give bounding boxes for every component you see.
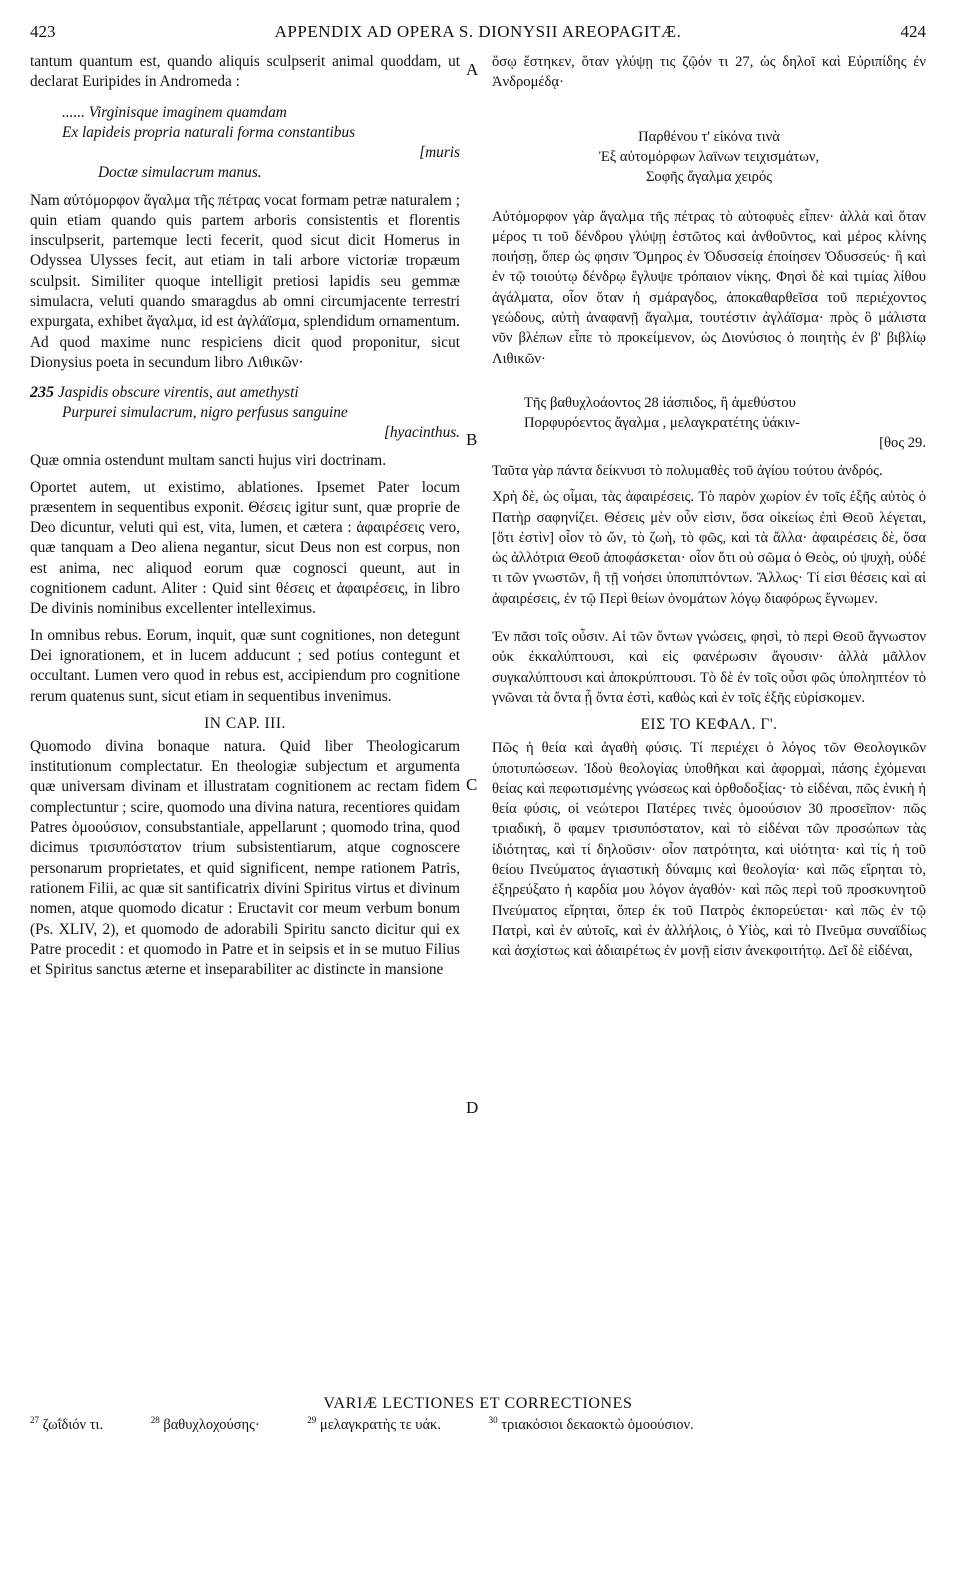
verse-line: ...... Virginisque imaginem quamdam	[62, 103, 287, 121]
page-number-left: 423	[30, 22, 56, 41]
latin-verse-2	[30, 383, 460, 443]
greek-paragraph-3: Ταῦτα γὰρ πάντα δείκνυσι τὸ πολυμαθὲς τοῦ ἁγίου τούτου ἀνδρός.	[492, 462, 883, 479]
latin-verse-1	[30, 103, 460, 183]
greek-chapter-heading: ΕΙΣ ΤΟ ΚΕΦΑΛ. Γ'.	[640, 716, 778, 734]
verse-line: [muris	[419, 143, 460, 161]
verse-line: Τῆς βαθυχλοάοντος 28 ἰάσπιδος, ἢ ἀμεθύστου	[524, 394, 796, 411]
margin-letter-b: B	[466, 430, 478, 449]
variae-title: VARIÆ LECTIONES ET CORRECTIONES	[323, 1395, 633, 1412]
greek-paragraph-5: Ἐν πᾶσι τοῖς οὖσιν. Αἱ τῶν ὄντων γνώσεις, φησὶ, τὸ περὶ Θεοῦ ἄγνωστον οὐκ ἐκκαλύπτουσι, καὶ εἰς φανέρωσιν ἄγουσιν· ἀλλὰ μᾶλλον συγκαλύπτουσι καὶ ἀποκρύπτουσι. Τὸ δὲ ἐν τοῖς οὖσι φῶς ὑποληπτέον τὸ γνῶναι τὰ ὄντα ᾗ ὄντα ἐστὶ, καθὼς καὶ ἐν τοῖς ἑξῆς εὑρίσκομεν.	[492, 629, 926, 706]
latin-paragraph-4: Oportet autem, ut existimo, ablationes. Ipsemet Pater locum præsentem in sequentibus exponit. Θέσεις igitur sunt, quæ proprie de Deo dicuntur, veluti qui est, vita, lumen, et cætera : ἀφαιρέσεις vero, quæ tanquam a Deo aliena negantur, sicut Deus non est corpus, non est anima, nec aliquod eorum quæ cognosci queunt, aut in cognitionem cadunt. Aliter : Quid sint θέσεις et ἀφαιρέσεις, in libro De divinis nominibus excellenter intelleximus.	[30, 478, 460, 618]
verse-line: [θος 29.	[879, 434, 926, 451]
greek-paragraph-6: Πῶς ἡ θεία καὶ ἀγαθὴ φύσις. Τί περιέχει ὁ λόγος τῶν Θεολογικῶν ὑποτυπώσεων. Ἰδοὺ θεολογίας ὑποθῆκαι καὶ ἀφορμαὶ, πάσης ἐχόμεναι θείας καὶ πεφωτισμένης γνώσεως καὶ ὀρθοδοξίας· τὸ εἰδέναι, πῶς ἑνικὴ ἡ θεία φύσις, οἱ νεώτεροι Πατέρες τινὲς ὁμοούσιον 30 προσεῖπον· πῶς τριαδικὴ, ὃ φαμεν τρισυπόστατον, καὶ τὸ εἰδέναι τῶν προσώπων τὰς ἰδιότητας, καὶ τί δηλοῦσιν· οἷον πατρότητα, καὶ υἱότητα· καὶ τίς ἡ τοῦ θείου Πνεύματος ἁγιαστικὴ δύναμις καὶ θεολογία· καὶ πῶς εἴρηται τὸ, ἐξηρεύξατο ἡ καρδία μου λόγον ἀγαθόν· καὶ πῶς περὶ τοῦ προσκυνητοῦ Πνεύματος εἴρηται, ὅπερ ἐκ τοῦ Πατρὸς ἐκπορεύεται· καὶ πῶς ἐν τῷ Πατρὶ, καὶ ἐν αὐτοῖς, καὶ ἐν ἀλλήλοις, ὁ Υἱὸς, καὶ τὸ Πνεῦμα συναϊδίως καὶ ἀσχίστως καὶ ἀδιαιρέτως ἐν μονῇ εἰσιν ἀνεκφοιτήτῳ. Δεῖ δὲ εἰδέναι,	[492, 740, 926, 960]
greek-paragraph-4: Χρὴ δὲ, ὡς οἶμαι, τὰς ἀφαιρέσεις. Τὸ παρὸν χωρίον ἐν τοῖς ἑξῆς αὐτὸς ὁ Πατὴρ σαφηνίζει. Θέσεις μὲν οὖν εἰσιν, ὅσα οἰκείως ἐπὶ Θεοῦ λέγεται, [ὅτι ἐστὶν] οἷον τὸ ὤν, τὸ ζωὴ, τὸ φῶς, καὶ τὰ ἄλλα· ἀφαιρέσεις δὲ, ὅσα ὡς ἀλλότρια Θεοῦ ἀποφάσκεται· οἷον ὅτι οὐ σῶμα ὁ Θεὸς, οὐ ψυχὴ, οὐδέ τι τῶν γνωστῶν, ἢ τῇ νοήσει ὑποπιπτόντων. Ἄλλως· Τί εἰσι θέσεις καὶ αἱ ἀφαιρέσεις, ἐν τῷ Περὶ θείων ὀνομάτων λόγῳ διαφόρως ἔγνωμεν.	[492, 489, 926, 607]
page-header	[30, 22, 926, 44]
verse-line: Ἐξ αὐτομόρφων λαϊνων τειχισμάτων,	[598, 148, 820, 165]
running-title: APPENDIX AD OPERA S. DIONYSII AREOPAGITÆ.	[274, 22, 682, 41]
margin-letter-a: A	[466, 60, 479, 79]
margin-letter-c: C	[466, 775, 478, 794]
greek-verse-1	[492, 127, 926, 187]
verse-line: Jaspidis obscure virentis, aut amethysti	[58, 384, 299, 402]
latin-paragraph-1: tantum quantum est, quando aliquis sculpserit animal quoddam, ut declarat Euripides in Andromeda :	[30, 53, 460, 91]
latin-paragraph-5: In omnibus rebus. Eorum, inquit, quæ sunt cognitiones, non detegunt Dei ignorationem, et in lucem adducunt ; sed potius contegunt et occultant. Lumen vero quod in rebus est, accipiendum pro cognitione rerum quatenus sunt, sicut etiam in sequentibus invenimus.	[30, 626, 460, 705]
greek-paragraph-2: Αὐτόμορφον γὰρ ἄγαλμα τῆς πέτρας τὸ αὐτοφυὲς εἶπεν· ἀλλὰ καὶ ὅταν μέρος τι τοῦ δένδρου γλύψῃ ἑστῶτος καὶ ἀνθοῦντος, καὶ μέρος κλίνης ποιήσῃ, ὅπερ ὡς φησιν Ὅμηρος ἐν Ὀδυσσείᾳ ἐποίησεν Ὀδυσσεύς· ἢ καὶ ἐν τῷ τοιούτῳ δένδρῳ ἔγλυψε τρόπαιον νίκης. Φησὶ δὲ καὶ τιμίας λίθου ἀγάλματα, οἷον ὅταν ἡ σμάραγδος, ἀποκαθαρθεῖσα τοῦ περιέχοντος γεώδους, αὐτὴ ἀναφανῇ ἄγαλμα, τουτέστιν ἀγλάϊσμα· πρὸς ὃ μάλιστα νῦν βλέπων εἶπε τὸ προκείμενον, ὡς Διονύσιος ὁ ποιητὴς ἐν β' βιβλίῳ Λιθικῶν·	[492, 208, 926, 367]
latin-paragraph-6: Quomodo divina bonaque natura. Quid liber Theologicarum institutionum complectatur. En theologiæ subjectum et argumenta quæ universam divinam et illustratam cognitionem ac rectam fidem complectuntur ; scire, quomodo una divina natura, recentiores quidam Patres ὁμοούσιον, consubstantiale, appellarunt ; quomodo trina, quod dicimus τρισυπόστατον trium subsistentiarum, atque cognoscere personarum proprietates, et quid significent, nempe rationem Patris, rationem Filii, ac quæ sit santificatrix divini Spiritus virtus et divinum nomen, atque quomodo dicatur : Eructavit cor meum verbum bonum (Ps. XLIV, 2), et quomodo de adorabili Spiritu sancto dicitur qui ex Patre procedit : et quomodo in Patre et in seipsis et in se mutuo Filius et Spiritus sanctus æterne et inseparabiliter ac distincte in mansione	[30, 737, 460, 979]
margin-letter-d: D	[466, 1098, 479, 1117]
greek-verse-2	[492, 393, 926, 453]
greek-column	[492, 52, 926, 962]
verse-line: Purpurei simulacrum, nigro perfusus sanguine	[62, 404, 348, 422]
verse-line: [hyacinthus.	[383, 424, 460, 442]
latin-paragraph-3: Quæ omnia ostendunt multam sancti hujus viri doctrinam.	[30, 452, 387, 470]
verse-line: Doctæ simulacrum manus.	[98, 163, 262, 181]
latin-paragraph-2: Nam αὐτόμορφον ἄγαλμα τῆς πέτρας vocat formam petræ naturalem ; quin etiam quando quis partem arboris consistentis et florentis insculpserit, partemque lecti fecerit, quod sicut dicit Homerus in Odyssea Ulysses fecit, aut etiam in tali arbore victoriæ tropæum sculpsit. Similiter quoque intelligit pretiosi lapidis seu gemmæ simulacra, veluti quando smaragdus ab omni circumjacente terrestri expurgata, exhibet ἄγαλμα, id est ἀγλάϊσμα, splendidum ornamentum. Ad quod maxime nunc respiciens dicit quod proponitur, sicut Dionysius poeta in secundum libro Λιθικῶν·	[30, 191, 460, 371]
verse-line: Σοφῆς ἄγαλμα χειρός	[645, 168, 773, 185]
page-number-right: 424	[900, 22, 926, 41]
variant-note: $^{28}$ βαθυχλοχούσης·	[150, 1415, 260, 1433]
section-number: 235	[30, 384, 54, 402]
verse-line: Ex lapideis propria naturali forma constantibus	[62, 123, 356, 141]
latin-chapter-heading: IN CAP. III.	[204, 714, 286, 732]
variae-notes	[30, 1415, 926, 1434]
verse-line: Παρθένου τ' εἰκόνα τινὰ	[638, 128, 780, 145]
variant-note: $^{30}$ τριακόσιοι δεκαοκτὼ ὁμοούσιον.	[488, 1415, 694, 1433]
verse-line: Πορφυρόεντος ἄγαλμα , μελαγκρατέτης ὑάκιν-	[524, 414, 800, 431]
greek-paragraph-1: ὅσῳ ἕστηκεν, ὅταν γλύψῃ τις ζῷόν τι 27, ὡς δηλοῖ καὶ Εὐριπίδης ἐν Ἀνδρομέδᾳ·	[492, 54, 926, 91]
variae-lectiones	[30, 1395, 926, 1434]
latin-column	[30, 52, 460, 980]
variant-note: $^{29}$ μελαγκρατὴς τε υάκ.	[307, 1415, 441, 1433]
variant-note: $^{27}$ ζωΐδιόν τι.	[30, 1415, 104, 1433]
